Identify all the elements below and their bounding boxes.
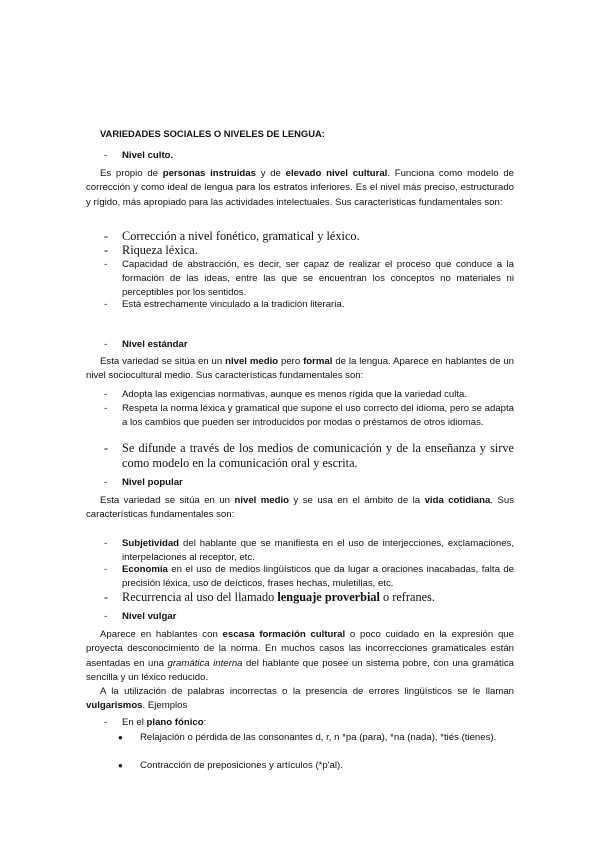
bullet-icon: ● xyxy=(118,733,123,742)
list-item: - Riqueza léxica. xyxy=(104,243,198,257)
heading-nivel-popular: Nivel popular xyxy=(122,477,183,488)
heading-nivel-estandar: Nivel estándar xyxy=(122,339,188,350)
list-item: - Capacidad de abstracción, es decir, ser capaz de realizar el proceso que conduce a la formación de las ideas, entre las que se encuentran los conceptos no materiales ni perceptibles por los sentidos. xyxy=(104,259,514,299)
list-item: - Respeta la norma léxica y gramatical que supone el uso correcto del idioma, pero se adapta a los cambios que pueden ser introducidos por modas o préstamos de otros idiomas. xyxy=(104,403,514,429)
section-dash: - xyxy=(104,150,108,161)
paragraph-vulgarismos: A la utilización de palabras incorrectas o la presencia de errores lingüísticos se le llaman vulgarismos. Ejemplos xyxy=(86,686,514,712)
section-dash: - xyxy=(104,477,108,488)
list-item: - Corrección a nivel fonético, gramatical y léxico. xyxy=(104,229,360,243)
document-title: VARIEDADES SOCIALES O NIVELES DE LENGUA: xyxy=(100,128,325,139)
list-item: - En el plano fónico: xyxy=(104,717,207,728)
list-item: - Subjetividad del hablante que se manifiesta en el uso de interjecciones, exclamaciones, interpelaciones al receptor, etc. xyxy=(104,538,514,564)
heading-nivel-culto: Nivel culto. xyxy=(122,150,174,161)
sub-list-item: ● Relajación o pérdida de las consonantes d, r, n *pa (para), *na (nada), *tiés (tienes). xyxy=(118,731,514,745)
paragraph-vulgar: Aparece en hablantes con escasa formación cultural o poco cuidado en la expresión que proyecta desconocimiento de la norma. En muchos casos las incorrecciones gramaticales están asentadas en una gramática interna del hablante que posee un sistema pobre, con una gramática sencilla y un léxico reducido. xyxy=(86,629,514,684)
paragraph-estandar: Esta variedad se sitúa en un nivel medio pero formal de la lengua. Aparece en hablantes de un nivel sociocultural medio. Sus características fundamentales son: xyxy=(86,356,515,382)
list-item: - Se difunde a través de los medios de comunicación y de la enseñanza y sirve como modelo en la comunicación oral y escrita. xyxy=(104,441,514,470)
list-item: - Economía en el uso de medios lingüísticos que da lugar a oraciones inacabadas, falta de precisión léxica, uso de deícticos, frases hechas, muletillas, etc. xyxy=(104,564,514,590)
list-item: - Está estrechamente vinculado a la tradición literaria. xyxy=(104,299,345,310)
heading-nivel-vulgar: Nivel vulgar xyxy=(122,611,177,622)
bullet-icon: ● xyxy=(118,761,123,770)
paragraph-culto: Es propio de personas instruidas y de elevado nivel cultural. Funciona como modelo de corrección y como ideal de lengua para los estratos inferiores. Es el nivel más preciso, estructurado y rígido, más apropiado para las actividades intelectuales. Sus características fundamentales son: xyxy=(86,168,514,208)
list-item: - Adopta las exigencias normativas, aunque es menos rígida que la variedad culta. xyxy=(104,389,468,400)
section-dash: - xyxy=(104,611,108,622)
section-dash: - xyxy=(104,339,108,350)
sub-list-item: ● Contracción de preposiciones y artículos (*p'al). xyxy=(118,759,514,773)
paragraph-popular: Esta variedad se sitúa en un nivel medio y se usa en el ámbito de la vida cotidiana. Sus características fundamentales son: xyxy=(86,495,514,521)
list-item: - Recurrencia al uso del llamado lenguaje proverbial o refranes. xyxy=(104,590,435,604)
